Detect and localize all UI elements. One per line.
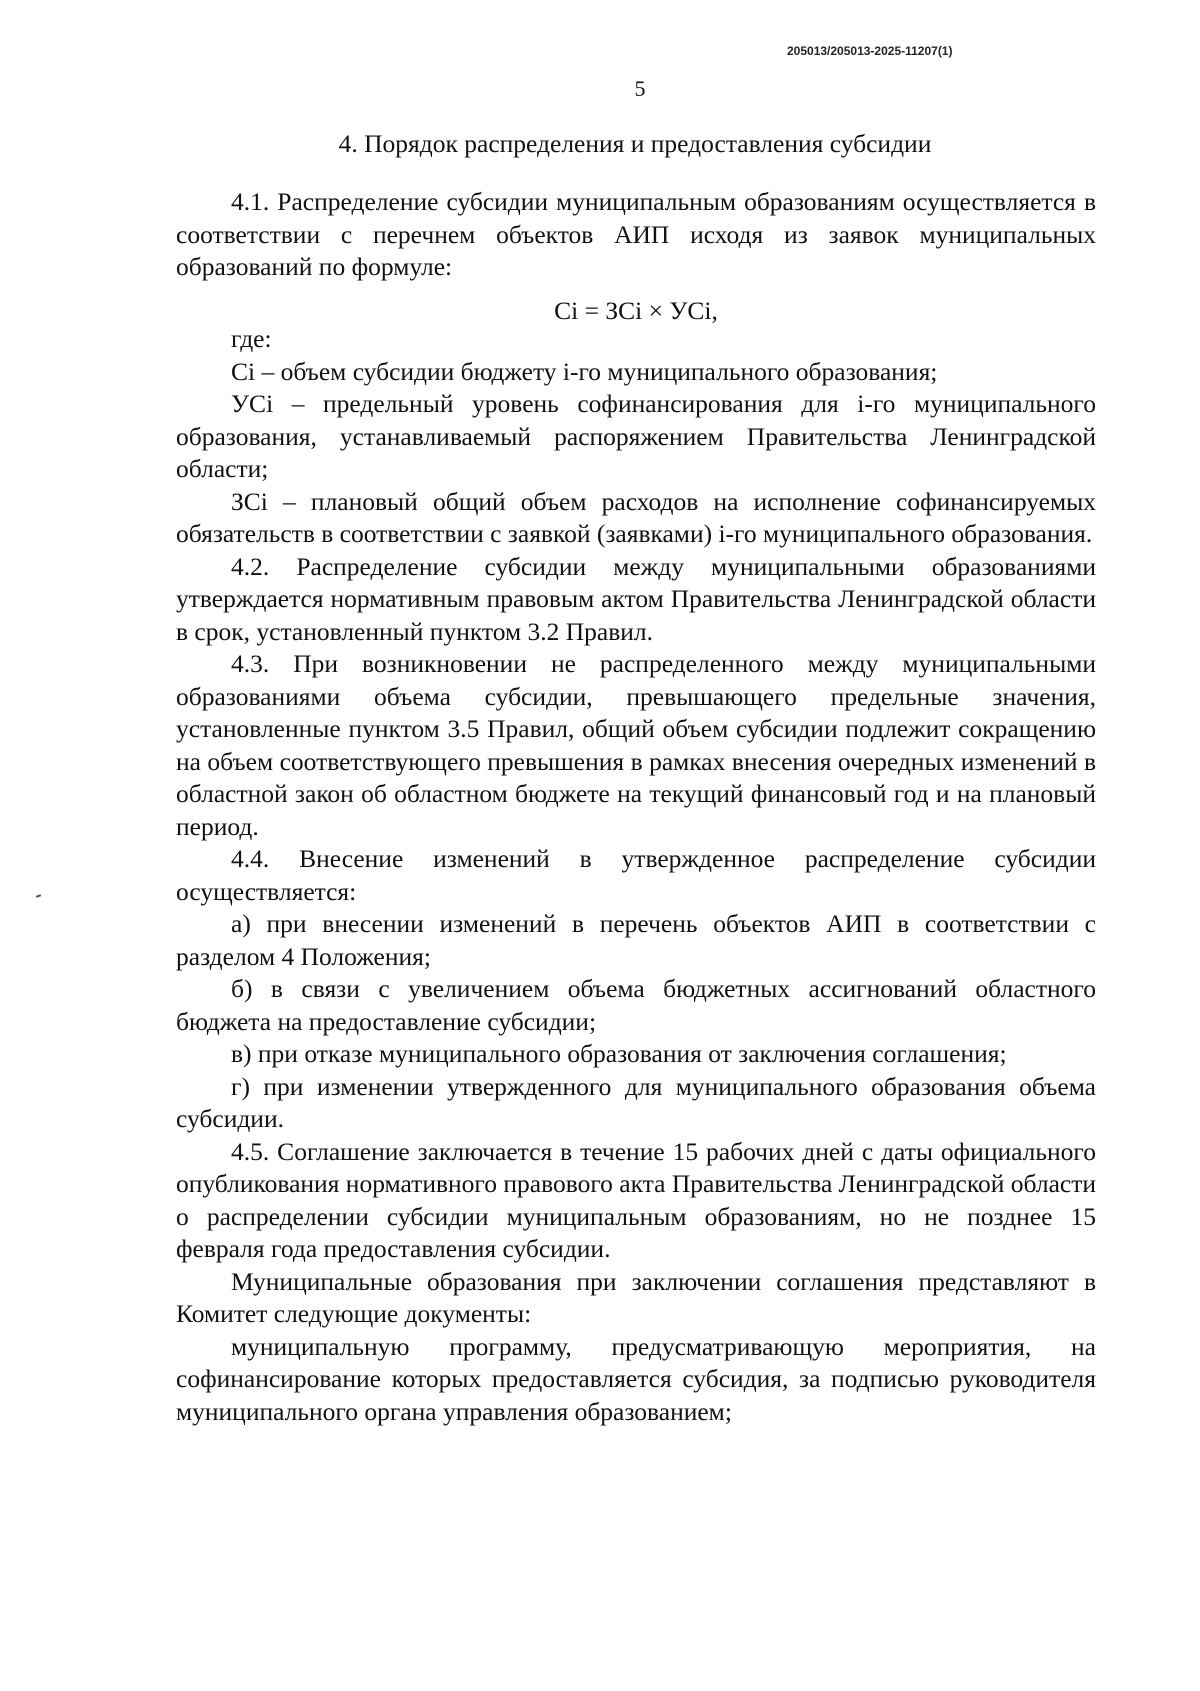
paragraph-4-4: 4.4. Внесение изменений в утвержденное распределение субсидии осуществляется: — [176, 844, 1096, 906]
definition-uci: УCi – предельный уровень софинансирования для i-го муниципального образования, устанавливаемый распоряжением Правительства Ленинградской области; — [176, 389, 1096, 483]
paragraph-4-3: 4.3. При возникновении не распределенного между муниципальными образованиями объема субсидии, превышающего предельные значения, установленные пунктом 3.5 Правил, общий объем субсидии подлежит сокращению на объем соответствующего превышения в рамках внесения очередных изменений в областной закон об областном бюджете на текущий финансовый год и на плановый период. — [176, 649, 1096, 841]
list-item-g: г) при изменении утвержденного для муниципального образования объема субсидии. — [176, 1071, 1096, 1133]
paragraph-4-5: 4.5. Соглашение заключается в течение 15 рабочих дней с даты официального опубликования нормативного правового акта Правительства Ленинградской области о распределении субсидии муниципальным образованиям, но не позднее 15 февраля года предоставления субсидии. — [176, 1136, 1096, 1263]
definition-zci: ЗCi – плановый общий объем расходов на исполнение софинансируемых обязательств в соответствии с заявкой (заявками) i-го муниципального образования. — [176, 486, 1096, 548]
document-registration-number: 205013/205013-2025-11207(1) — [787, 44, 953, 58]
subsidy-formula: Ci = ЗCi × УCi, — [554, 295, 718, 325]
municipal-documents-paragraph: Муниципальные образования при заключении соглашения представляют в Комитет следующие документы: — [176, 1266, 1096, 1328]
page-number: 5 — [634, 76, 646, 101]
municipal-program-paragraph: муниципальную программу, предусматривающую мероприятия, на софинансирование которых предоставляется субсидия, за подписью руководителя муниципального органа управления образованием; — [176, 1331, 1096, 1426]
where-label: где: — [231, 324, 272, 353]
list-item-a: а) при внесении изменений в перечень объектов АИП в соответствии с разделом 4 Положения; — [176, 909, 1096, 971]
document-body — [176, 186, 1096, 1428]
paragraph-4-1: 4.1. Распределение субсидии муниципальным образованиям осуществляется в соответствии с перечнем объектов АИП исходя из заявок муниципальных образований по формуле: — [176, 187, 1096, 281]
definition-ci: Ci – объем субсидии бюджету i-го муниципального образования; — [231, 356, 938, 386]
section-title: 4. Порядок распределения и предоставления субсидии — [338, 129, 932, 158]
scan-artifact-mark — [36, 894, 41, 898]
paragraph-4-2: 4.2. Распределение субсидии между муниципальными образованиями утверждается нормативным правовым актом Правительства Ленинградской области в срок, установленный пунктом 3.2 Правил. — [176, 551, 1096, 646]
list-item-v: в) при отказе муниципального образования от заключения соглашения; — [231, 1039, 1007, 1068]
list-item-b: б) в связи с увеличением объема бюджетных ассигнований областного бюджета на предоставление субсидии; — [176, 974, 1096, 1036]
